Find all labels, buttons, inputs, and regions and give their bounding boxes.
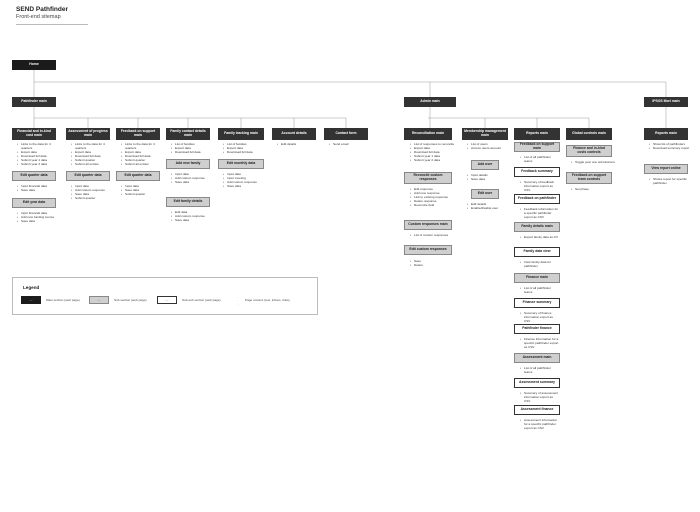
node-edit-custom-responses: Edit custom responses <box>404 245 452 255</box>
add-user-content: • Input details • Save data <box>467 173 511 181</box>
node-admin-reports-main: Reports main <box>514 128 560 140</box>
node-assessment-main: Assessment of progress main <box>66 128 110 140</box>
financial-edit-year-content: • Input financial data • Add new funding source • Save data <box>17 211 61 223</box>
node-edit-family-details: Edit family details <box>166 197 210 207</box>
node-feedback-main: Feedback on support main <box>116 128 160 140</box>
node-reports-block: Feedback on support main <box>514 142 560 152</box>
node-reports-block: Feedback on pathfinder <box>514 194 560 204</box>
node-home: Home <box>12 60 56 70</box>
node-ipsos-main: IPSOS Mori main <box>644 97 688 107</box>
reconcile-custom-responses-content: • Edit response • Add new response • Link to existing response • Delete response • Reconcile field <box>410 187 456 207</box>
node-financial-edit-quarter: Edit quarter data <box>12 171 56 181</box>
legend-main-swatch: ... <box>21 296 41 304</box>
financial-content: • Links to the data for 4 quarters • Export data • Download full data • Submit year 1 data • Submit year 2 data <box>17 142 61 166</box>
legend-content-marker: · · · <box>237 295 239 306</box>
legend <box>12 277 318 315</box>
node-membership-main: Membership management main <box>462 128 508 140</box>
node-reports-block: Finance summary <box>514 298 560 308</box>
custom-responses-main-content: • List of custom responses <box>410 233 456 237</box>
account-details-content: • Edit details <box>277 142 321 146</box>
node-feedback-team-controls: Feedback on support team controls <box>566 172 612 184</box>
node-add-user: Add user <box>471 160 499 170</box>
contact-form-content: • Send email <box>329 142 373 146</box>
node-pathfinder-main: Pathfinder main <box>12 97 56 107</box>
node-account-details: Account details <box>272 128 316 140</box>
feedback-content: • Links to the data for 4 quarters • Export data • Download full data • Submit quarter • Submit all entries <box>121 142 165 166</box>
node-edit-user: Edit user <box>471 189 499 199</box>
node-reports-block: Assessment summary <box>514 378 560 388</box>
assessment-edit-quarter-content: • Input data • Add custom response • Save data • Submit quarter <box>71 184 115 200</box>
node-reports-block: Assessment main <box>514 353 560 363</box>
reports-block-content: • Assessment information for a specific pathfinder export as CSV <box>520 418 560 430</box>
node-finance-controls: Finance and in-kind costs controls <box>566 145 612 157</box>
node-assessment-edit-quarter: Edit quarter data <box>66 171 110 181</box>
finance-controls-content: • Toggle year one submissions <box>571 160 615 164</box>
node-reports-block: Assessment finance <box>514 405 560 415</box>
legend-title: Legend <box>23 285 40 290</box>
feedback-team-controls-content: • Set phase <box>571 187 615 191</box>
node-reports-block: Pathfinder finance <box>514 324 560 334</box>
node-financial-edit-year: Edit year data <box>12 198 56 208</box>
edit-custom-responses-content: • Save • Delete <box>410 259 456 267</box>
financial-edit-quarter-content: • Input financial data • Save data <box>17 184 61 192</box>
reports-block-content: • List of all pathfinder teams <box>520 155 560 163</box>
edit-family-details-content: • Edit data • Add custom response • Save data <box>171 210 215 222</box>
reports-block-content: • List of all pathfinder teams <box>520 366 560 374</box>
reports-block-content: • View family data for pathfinder <box>520 260 560 268</box>
reports-block-content: • List of all pathfinder teams <box>520 286 560 294</box>
feedback-edit-quarter-content: • Input data • Save data • Submit quarter <box>121 184 165 196</box>
node-feedback-edit-quarter: Edit quarter data <box>116 171 160 181</box>
node-reports-block: Feedback summary <box>514 167 560 177</box>
family-contact-content: • List of families • Export data • Download full data <box>171 142 215 154</box>
assessment-content: • Links to the data for 4 quarters • Export data • Download full data • Submit quarter • Submit all entries <box>71 142 115 166</box>
edit-user-content: • Edit details • Enable/disable user <box>467 202 511 210</box>
title-divider <box>16 24 88 25</box>
node-ipsos-reports-main: Reports main <box>644 128 688 140</box>
reports-block-content: • Summary of finance information export as CSV <box>520 311 560 323</box>
legend-sub2-swatch: ... <box>157 296 177 304</box>
node-reconciliation-main: Reconciliation main <box>404 128 452 140</box>
legend-sub2-label: Sub-sub section (web page) <box>182 298 221 302</box>
node-contact-form: Contact form <box>324 128 368 140</box>
node-view-report-online: View report online <box>644 164 688 174</box>
reports-block-content: • Summary of feedback information export as CSV <box>520 180 560 192</box>
node-global-controls-main: Global controls main <box>566 128 612 140</box>
page-subtitle: Front-end sitemap <box>16 14 61 20</box>
legend-sub-label: Sub section (web page) <box>114 298 147 302</box>
node-reconcile-custom-responses: Reconcile custom responses <box>404 172 452 184</box>
page-title: SEND Pathfinder <box>16 6 69 13</box>
node-family-tracking-main: Family tracking main <box>218 128 264 140</box>
node-reports-block: Family data view <box>514 247 560 257</box>
node-add-new-family: Add new family <box>166 159 210 169</box>
node-admin-main: Admin main <box>404 97 456 107</box>
node-reports-block: Family details main <box>514 222 560 232</box>
node-reports-block: Finance main <box>514 273 560 283</box>
legend-main-label: Main section (web page) <box>46 298 80 302</box>
legend-content-label: Page content (text, inlines, links) <box>245 298 290 302</box>
reports-block-content: • Feedback information for a specific pathfinder export as CSV <box>520 207 560 219</box>
reports-block-content: • Export family data as CV <box>520 235 560 239</box>
membership-content: • List of users • Access users account <box>467 142 511 150</box>
view-report-online-content: • Shows report for specific pathfinder <box>649 177 693 185</box>
add-new-family-content: • Input data • Add custom response • Save data <box>171 172 215 184</box>
ipsos-reports-content: • Show list of pathfinders • Download summary report <box>649 142 693 150</box>
family-tracking-content: • List of families • Export data • Download full data <box>223 142 267 154</box>
node-custom-responses-main: Custom responses main <box>404 220 452 230</box>
reconciliation-content: • List of responses to reconcile • Export data • Download full data • Submit year 1 data • Submit year 2 data <box>410 142 456 162</box>
node-family-contact-main: Family contact details main <box>166 128 210 140</box>
edit-monthly-data-content: • Input data • Input meeting • Add custom response • Save data <box>223 172 267 188</box>
node-edit-monthly-data: Edit monthly data <box>218 159 264 169</box>
reports-block-content: • Finance information for a specific pathfinder export as CSV <box>520 337 560 349</box>
reports-block-content: • Summary of assessment information export as CSV <box>520 391 560 403</box>
legend-sub-swatch: ... <box>89 296 109 304</box>
node-financial-main: Financial and in-kind cost main <box>12 128 56 140</box>
